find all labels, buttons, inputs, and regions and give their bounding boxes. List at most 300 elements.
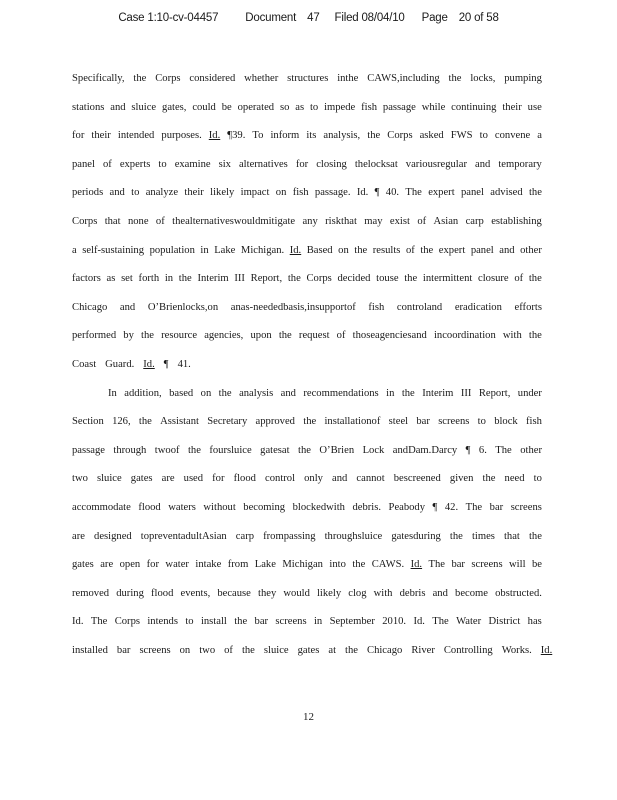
word: flood (151, 587, 174, 599)
word: Chicago (72, 301, 108, 313)
word: III (460, 387, 472, 399)
word: self-sustaining (82, 244, 145, 256)
word: Id. (413, 616, 425, 628)
word: Interim (197, 273, 229, 285)
word: the (448, 73, 462, 84)
word: they (258, 587, 277, 599)
word: Chicago (367, 644, 403, 656)
word: block (494, 416, 518, 428)
word: into (329, 559, 346, 571)
word: passage. (314, 187, 351, 199)
word: used (183, 473, 204, 485)
word: its (306, 130, 317, 142)
text-line (72, 499, 542, 528)
word: twoof (154, 444, 180, 456)
word: for (295, 158, 309, 170)
word: foursluice (209, 444, 252, 456)
word: examine (174, 158, 211, 170)
word: Michigan (282, 559, 323, 571)
word: clog (348, 587, 367, 599)
word: the (420, 244, 434, 256)
word: locks, (470, 73, 496, 84)
word: continuing (451, 101, 497, 113)
word: on (275, 187, 287, 199)
word: ¶39. (227, 130, 246, 142)
word: the (278, 330, 292, 342)
citation-id: Id. (540, 644, 553, 656)
word: open (119, 559, 141, 571)
word: the (528, 187, 542, 199)
word: to (158, 158, 167, 170)
word: their (184, 187, 204, 199)
word: 42. (444, 501, 459, 513)
word: and (119, 301, 136, 313)
citation-id: Id. (208, 130, 221, 142)
word: and (332, 473, 348, 485)
word: Coast (72, 358, 97, 370)
word: waters (168, 501, 196, 513)
word: topreventadultAsian (140, 530, 227, 542)
word: pumping (504, 73, 542, 84)
page-number: 12 (303, 711, 314, 723)
word: panel (470, 244, 494, 256)
word: agencies, (204, 330, 244, 342)
word: fish (368, 301, 385, 313)
word: of (405, 244, 415, 256)
word: their (502, 101, 522, 113)
word: accommodate (72, 501, 131, 513)
case-number: Case 1:10-cv-04457 (118, 12, 219, 24)
word: gatesat (260, 444, 290, 456)
word: The (90, 616, 108, 628)
word: two (72, 473, 88, 485)
word: structures (287, 73, 329, 84)
word: September (329, 616, 375, 628)
word: Michigan. (240, 244, 285, 256)
word: gatesduring (391, 530, 441, 542)
word: that (104, 215, 121, 227)
word: of (336, 330, 346, 342)
word: expert (438, 244, 466, 256)
word: likely (316, 587, 342, 599)
word: times (471, 530, 495, 542)
word: In (108, 387, 117, 399)
word: could (192, 101, 216, 113)
word: variousregular (405, 158, 467, 170)
word: screens (275, 616, 307, 628)
word: III (234, 273, 245, 285)
word: installed (72, 644, 108, 656)
text-line (72, 613, 542, 642)
word: and (499, 244, 515, 256)
word: 41. (177, 358, 191, 370)
text-line (72, 470, 542, 499)
word: the (345, 644, 358, 656)
word: the (133, 73, 147, 84)
word: to (131, 187, 140, 199)
text-line (72, 270, 542, 299)
word: screens (438, 416, 470, 428)
word: six (218, 158, 231, 170)
word: would (283, 587, 310, 599)
word: only (304, 473, 323, 485)
word: cannot (356, 473, 385, 485)
word: Assistant (160, 416, 199, 428)
word: by (123, 330, 134, 342)
word: controland (396, 301, 443, 313)
word: the (287, 273, 301, 285)
word: Corps (114, 616, 140, 628)
word: closure (478, 273, 509, 285)
word: bar (254, 616, 269, 628)
word: O’Brien (319, 444, 355, 456)
word: the (303, 416, 317, 428)
word: in (313, 616, 323, 628)
word: Peabody (388, 501, 426, 513)
word: to (477, 416, 486, 428)
word: debris (399, 587, 426, 599)
word: incoordination (433, 330, 496, 342)
word: sluice (131, 101, 157, 113)
text-line (72, 127, 542, 156)
word: The (465, 501, 483, 513)
word: under (517, 387, 542, 399)
word: andDam.Darcy (392, 444, 458, 456)
word: CAWS. (371, 559, 405, 571)
word: of (417, 215, 427, 227)
word: a (72, 244, 77, 256)
word: forth (138, 273, 160, 285)
word: for (212, 473, 225, 485)
word: Corps (155, 73, 181, 84)
text-line (72, 556, 542, 585)
word: set (121, 273, 133, 285)
word: results (372, 244, 401, 256)
text-line (72, 299, 542, 328)
word: that (503, 530, 520, 542)
word: gates (130, 473, 153, 485)
word: resource (161, 330, 198, 342)
word: Specifically, (72, 73, 125, 84)
word: thelocksat (354, 158, 398, 170)
word: impede (324, 101, 356, 113)
word: Based (306, 244, 333, 256)
word: with (373, 587, 393, 599)
word: the (138, 416, 152, 428)
word: installationof (324, 416, 381, 428)
word: addition, (124, 387, 162, 399)
citation-id: Id. (410, 559, 423, 571)
word: the (528, 330, 542, 342)
word: will (509, 559, 526, 571)
text-line (72, 156, 542, 185)
word: for (72, 130, 85, 142)
paragraph (72, 385, 553, 671)
word: the (482, 473, 496, 485)
body-text (72, 70, 553, 670)
word: water (165, 559, 189, 571)
word: screens (139, 644, 171, 656)
word: Corps (387, 130, 413, 142)
word: designed (94, 530, 132, 542)
word: of (514, 273, 524, 285)
word: Secretary (207, 416, 248, 428)
word: flood (233, 473, 256, 485)
word: thoseagenciesand (352, 330, 427, 342)
word: bar (116, 644, 131, 656)
word: removed (72, 587, 110, 599)
word: Water (456, 616, 482, 628)
word: approved (255, 416, 295, 428)
word: flood (138, 501, 161, 513)
word: ¶ (374, 187, 380, 199)
word: the (178, 273, 192, 285)
word: stations (72, 101, 105, 113)
word: as (106, 273, 116, 285)
word: obstructed. (495, 587, 542, 599)
word: intermittent (422, 273, 473, 285)
word: control (265, 473, 296, 485)
word: performed (72, 330, 117, 342)
word: fish (292, 187, 309, 199)
word: temporary (498, 158, 542, 170)
word: exist (389, 215, 410, 227)
word: in (200, 244, 209, 256)
text-line (72, 99, 542, 128)
word: in (164, 273, 174, 285)
word: may (364, 215, 383, 227)
word: inform (270, 130, 300, 142)
word: and (432, 587, 448, 599)
word: bar (451, 559, 465, 571)
word: two (199, 644, 216, 656)
word: as (295, 101, 305, 113)
word: so (279, 101, 290, 113)
word: The (428, 559, 445, 571)
word: and (475, 158, 491, 170)
citation-id: Id. (143, 358, 155, 370)
word: operated (237, 101, 275, 113)
word: Guard. (105, 358, 135, 370)
word: during (116, 587, 144, 599)
word: anas-neededbasis,insupportof (230, 301, 356, 313)
word: screens (510, 501, 542, 513)
word: impact (240, 187, 270, 199)
word: Lake (254, 559, 276, 571)
word: the (449, 530, 463, 542)
word: frompassing (263, 530, 316, 542)
word: the (241, 644, 255, 656)
word: Report, (478, 387, 511, 399)
page-label: Page (421, 12, 448, 24)
word: intends (147, 616, 178, 628)
word: experts (119, 158, 151, 170)
word: Corps (72, 215, 98, 227)
text-line (72, 327, 542, 356)
word: ¶ (465, 444, 471, 456)
word: To (252, 130, 264, 142)
word: of (155, 215, 165, 227)
word: without (203, 501, 236, 513)
text-line (72, 184, 542, 213)
document-header (0, 12, 617, 24)
word: analysis (239, 387, 274, 399)
word: convene (494, 130, 531, 142)
word: the (298, 444, 311, 456)
word: the (528, 530, 542, 542)
word: the (234, 616, 248, 628)
word: 6. (478, 444, 487, 456)
word: gates (72, 559, 94, 571)
filed-date: Filed 08/04/10 (334, 12, 405, 24)
word: be (531, 559, 542, 571)
word: bar (416, 416, 430, 428)
word: carp (235, 530, 255, 542)
word: closing (316, 158, 347, 170)
text-line (72, 356, 542, 385)
word: District (488, 616, 521, 628)
word: to (479, 130, 488, 142)
word: decided (337, 273, 371, 285)
word: the (352, 559, 366, 571)
word: of (102, 158, 112, 170)
text-line (72, 413, 542, 442)
word: sluice (263, 644, 289, 656)
word: factors (72, 273, 101, 285)
word: eradication (454, 301, 502, 313)
word: analyze (145, 187, 179, 199)
word: 126, (112, 416, 131, 428)
word: because (217, 587, 251, 599)
word: population (149, 244, 195, 256)
word: touse (376, 273, 399, 285)
word: riskthat (325, 215, 357, 227)
word: screens (471, 559, 503, 571)
word: based (169, 387, 194, 399)
word: Report, (250, 273, 283, 285)
word: carp (465, 215, 484, 227)
word: any (302, 215, 318, 227)
word: expert (428, 187, 455, 199)
citation-id: Id. (289, 244, 302, 256)
word: to (533, 473, 542, 485)
paragraph (72, 70, 542, 385)
word: panel (72, 158, 95, 170)
word: are (72, 530, 85, 542)
word: Works. (501, 644, 532, 656)
word: the (528, 273, 542, 285)
document-label: Document (245, 12, 297, 24)
word: the (401, 387, 415, 399)
word: Asian (433, 215, 459, 227)
word: and (110, 101, 126, 113)
word: bar (489, 501, 504, 513)
word: request (298, 330, 330, 342)
word: analysis, (323, 130, 361, 142)
word: considered (189, 73, 236, 84)
word: gates (297, 644, 320, 656)
word: debris. (352, 501, 382, 513)
word: other (520, 244, 542, 256)
word: to (309, 101, 319, 113)
word: ¶ (432, 501, 438, 513)
word: at (328, 644, 337, 656)
word: advised (490, 187, 523, 199)
word: the (141, 330, 154, 342)
text-line (72, 442, 542, 471)
word: their (91, 130, 111, 142)
word: recommendations (303, 387, 379, 399)
word: blockedwith (292, 501, 345, 513)
document-number: 47 (307, 12, 320, 24)
word: need (504, 473, 525, 485)
word: intake (195, 559, 222, 571)
word: whether (244, 73, 279, 84)
word: the (367, 130, 381, 142)
word: Controlling (443, 644, 493, 656)
word: likely (210, 187, 235, 199)
word: a (537, 130, 542, 142)
word: has (527, 616, 542, 628)
word: are (100, 559, 114, 571)
word: steel (388, 416, 409, 428)
word: Lake (214, 244, 236, 256)
word: events, (180, 587, 211, 599)
text-line (72, 213, 542, 242)
word: Interim (422, 387, 454, 399)
word: alternatives (238, 158, 288, 170)
word: in (386, 387, 395, 399)
word: for (146, 559, 159, 571)
word: on (179, 644, 191, 656)
word: the (354, 244, 368, 256)
word: ¶ (163, 358, 169, 370)
word: Id. (356, 187, 369, 199)
word: and (280, 387, 296, 399)
text-line (72, 642, 553, 671)
word: 2010. (382, 616, 407, 628)
word: CAWS,including (367, 73, 440, 84)
word: are (161, 473, 175, 485)
word: establishing (491, 215, 542, 227)
word: be (221, 101, 232, 113)
word: while (421, 101, 446, 113)
word: fish (361, 101, 378, 113)
word: gates, (162, 101, 187, 113)
word: River (411, 644, 435, 656)
word: bescreened (393, 473, 441, 485)
word: through (113, 444, 147, 456)
word: to (185, 616, 194, 628)
text-line (72, 585, 542, 614)
word: efforts (514, 301, 542, 313)
word: the (218, 387, 232, 399)
text-line (72, 242, 542, 271)
word: with (502, 330, 522, 342)
text-line (72, 70, 542, 99)
word: on (338, 244, 349, 256)
text-line (72, 528, 542, 557)
word: other (520, 444, 542, 456)
word: thealternativeswouldmitigate (172, 215, 296, 227)
word: use (527, 101, 542, 113)
word: upon (250, 330, 272, 342)
word: Id. (72, 616, 84, 628)
word: of (224, 644, 233, 656)
word: and (109, 187, 125, 199)
word: passage (382, 101, 416, 113)
word: sluice (96, 473, 122, 485)
